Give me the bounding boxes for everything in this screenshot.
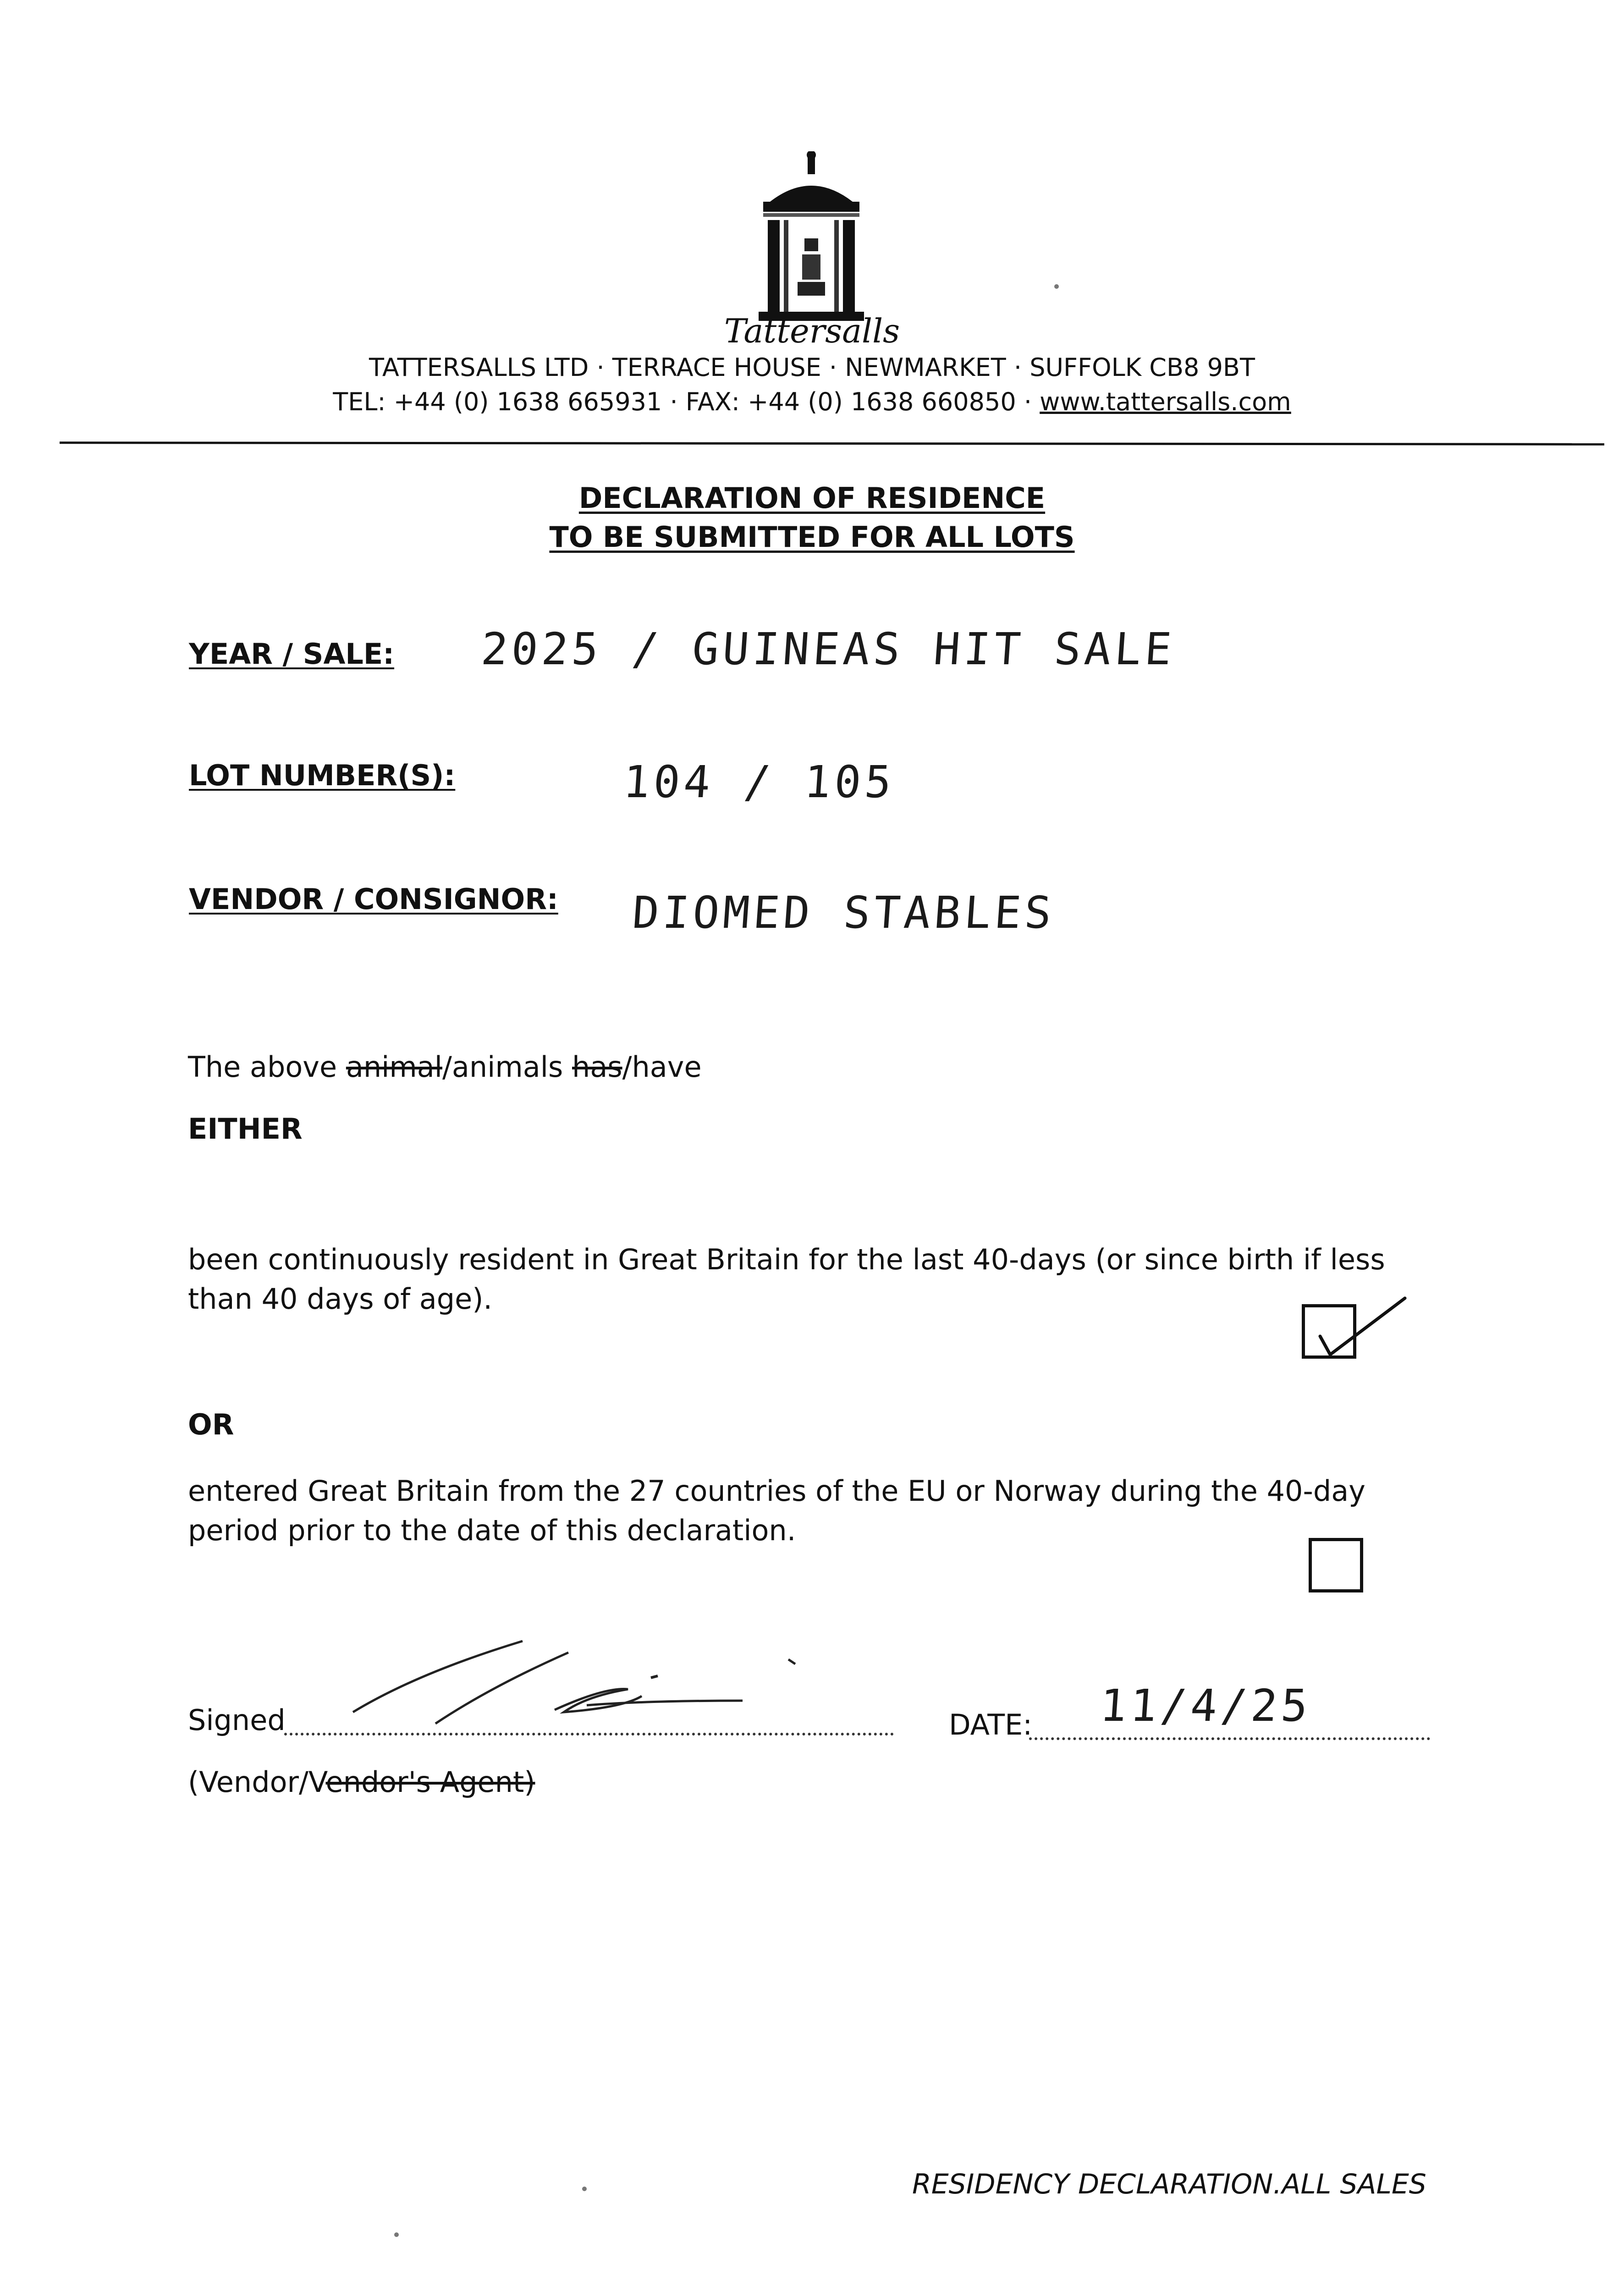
document-footer: RESIDENCY DECLARATION.ALL SALES xyxy=(912,2168,1426,2200)
year-sale-label: YEAR / SALE: xyxy=(189,637,395,671)
tattersalls-logo xyxy=(752,151,871,325)
website-link[interactable]: www.tattersalls.com xyxy=(1040,387,1291,416)
year-sale-value[interactable]: 2025 / GUINEAS HIT SALE xyxy=(479,623,1177,675)
form-title: DECLARATION OF RESIDENCE xyxy=(578,481,1046,515)
date-line xyxy=(1029,1737,1430,1740)
intro-mid: /animals xyxy=(442,1050,573,1084)
either-label: EITHER xyxy=(188,1112,303,1146)
role-agent-struck: endor's Agent) xyxy=(325,1765,535,1799)
lot-number-label: LOT NUMBER(S): xyxy=(189,759,456,792)
vendor-value[interactable]: DIOMED STABLES xyxy=(631,887,1057,938)
scan-speck xyxy=(394,2232,399,2237)
scan-speck xyxy=(582,2187,587,2191)
vendor-label: VENDOR / CONSIGNOR: xyxy=(189,882,558,916)
contact-details: TEL: +44 (0) 1638 665931 · FAX: +44 (0) 1638 660850 · xyxy=(333,387,1040,416)
date-label: DATE: xyxy=(949,1708,1033,1741)
brand-name: Tattersalls xyxy=(724,312,900,350)
option1-text: been continuously resident in Great Britain for the last 40-days (or since birth if less than 40 days of age). xyxy=(188,1243,1385,1316)
intro-start: The above xyxy=(188,1050,346,1084)
signature-mark[interactable] xyxy=(348,1632,807,1737)
intro-end: /have xyxy=(622,1050,702,1084)
signer-role xyxy=(188,1763,535,1802)
date-value[interactable]: 11/4/25 xyxy=(1098,1680,1313,1731)
company-address: TATTERSALLS LTD · TERRACE HOUSE · NEWMARKET · SUFFOLK CB8 9BT xyxy=(369,353,1255,382)
option2-text: entered Great Britain from the 27 countries of the EU or Norway during the 40-day period prior to the date of this declaration. xyxy=(188,1474,1365,1547)
contact-line xyxy=(0,387,1624,416)
form-subtitle: TO BE SUBMITTED FOR ALL LOTS xyxy=(549,520,1075,554)
role-vendor: (Vendor/V xyxy=(188,1765,326,1799)
option2-checkbox[interactable] xyxy=(1309,1538,1363,1592)
check-mark-icon xyxy=(1311,1293,1412,1361)
scan-speck xyxy=(1054,284,1059,289)
struck-animal: animal xyxy=(346,1050,442,1084)
header-divider xyxy=(60,441,1604,446)
struck-has: has xyxy=(572,1050,622,1084)
intro-statement xyxy=(188,1047,1453,1087)
signed-label: Signed xyxy=(188,1703,286,1737)
or-label: OR xyxy=(188,1408,234,1441)
lot-number-value[interactable]: 104 / 105 xyxy=(622,756,897,808)
